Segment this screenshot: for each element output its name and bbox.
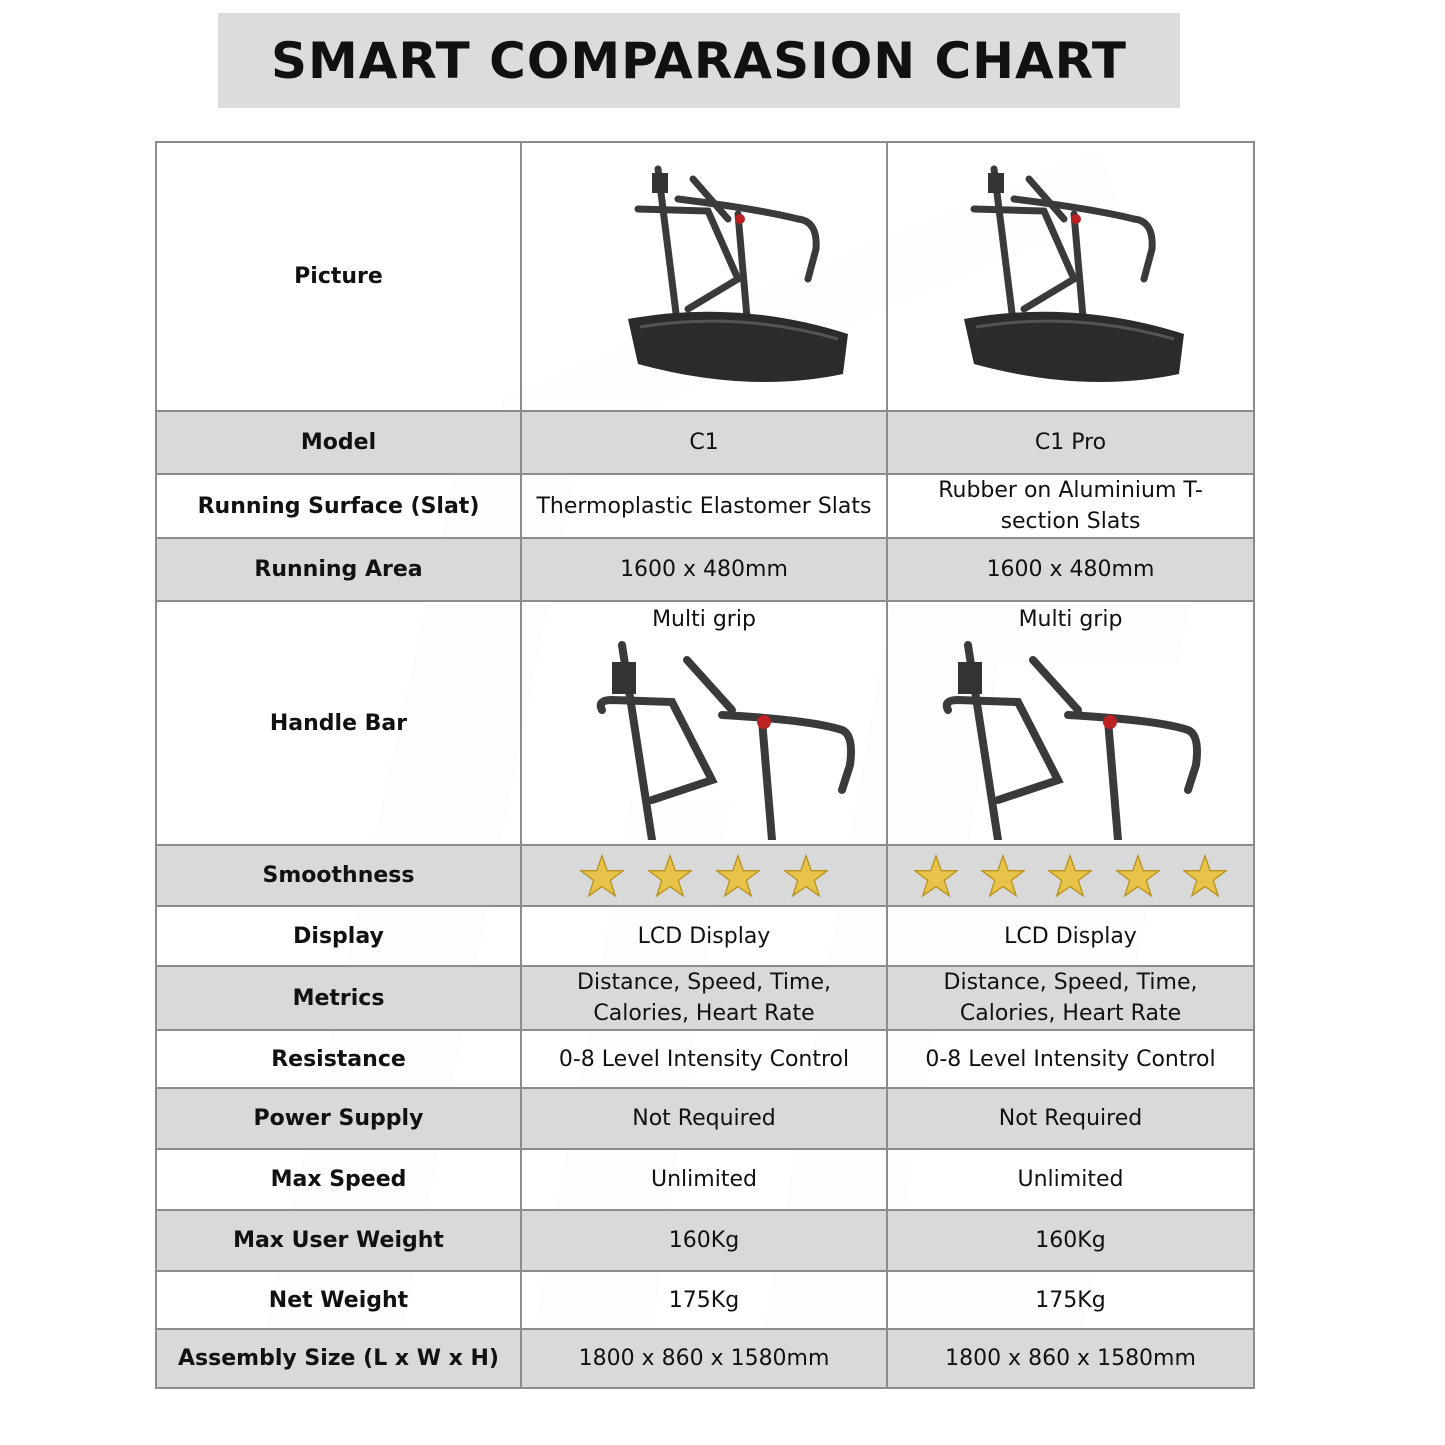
- star-icon: [716, 854, 760, 898]
- c1-display: LCD Display: [521, 906, 887, 966]
- row-area: [156, 538, 1254, 601]
- c1-speed: Unlimited: [521, 1149, 887, 1210]
- row-model: [156, 411, 1254, 474]
- c1pro-model: C1 Pro: [887, 411, 1254, 474]
- c1pro-handle-text: Multi grip: [1018, 607, 1123, 632]
- c1pro-speed: Unlimited: [887, 1149, 1254, 1210]
- c1pro-picture: [887, 142, 1254, 411]
- star-icon: [1116, 854, 1160, 898]
- label-area: Running Area: [156, 538, 521, 601]
- c1pro-surface: Rubber on Aluminium T-section Slats: [887, 474, 1254, 538]
- c1pro-handle: [887, 601, 1254, 845]
- label-display: Display: [156, 906, 521, 966]
- row-power: [156, 1088, 1254, 1149]
- c1-picture: [521, 142, 887, 411]
- c1pro-display: LCD Display: [887, 906, 1254, 966]
- label-surface: Running Surface (Slat): [156, 474, 521, 538]
- c1pro-net-weight: 175Kg: [887, 1271, 1254, 1329]
- row-display: [156, 906, 1254, 966]
- c1-resistance: 0-8 Level Intensity Control: [521, 1030, 887, 1088]
- row-speed: [156, 1149, 1254, 1210]
- c1-handle-text: Multi grip: [652, 607, 756, 632]
- c1pro-resistance: 0-8 Level Intensity Control: [887, 1030, 1254, 1088]
- c1-area: 1600 x 480mm: [521, 538, 887, 601]
- c1-model: C1: [521, 411, 887, 474]
- c1-user-weight: 160Kg: [521, 1210, 887, 1271]
- label-handle: Handle Bar: [156, 601, 521, 845]
- label-model: Model: [156, 411, 521, 474]
- c1-net-weight: 175Kg: [521, 1271, 887, 1329]
- c1-surface: Thermoplastic Elastomer Slats: [521, 474, 887, 538]
- label-metrics: Metrics: [156, 966, 521, 1030]
- c1pro-metrics: Distance, Speed, Time, Calories, Heart Rate: [887, 966, 1254, 1030]
- row-resistance: [156, 1030, 1254, 1088]
- page-title: SMART COMPARASION CHART: [270, 31, 1128, 90]
- star-icon: [914, 854, 958, 898]
- c1pro-power: Not Required: [887, 1088, 1254, 1149]
- row-user-weight: [156, 1210, 1254, 1271]
- c1pro-assembly: 1800 x 860 x 1580mm: [887, 1329, 1254, 1388]
- row-assembly: [156, 1329, 1254, 1388]
- c1pro-star-rating: [894, 854, 1247, 898]
- star-icon: [1183, 854, 1227, 898]
- c1-assembly: 1800 x 860 x 1580mm: [521, 1329, 887, 1388]
- c1pro-smoothness: [887, 845, 1254, 906]
- label-power: Power Supply: [156, 1088, 521, 1149]
- row-picture: [156, 142, 1254, 411]
- label-assembly: Assembly Size (L x W x H): [156, 1329, 521, 1388]
- star-icon: [1048, 854, 1092, 898]
- star-icon: [784, 854, 828, 898]
- handlebar-image: [938, 640, 1208, 840]
- c1-metrics: Distance, Speed, Time, Calories, Heart Rate: [521, 966, 887, 1030]
- label-net-weight: Net Weight: [156, 1271, 521, 1329]
- c1pro-area: 1600 x 480mm: [887, 538, 1254, 601]
- title-banner: [218, 13, 1180, 108]
- treadmill-image: [954, 159, 1204, 399]
- star-icon: [981, 854, 1025, 898]
- star-icon: [580, 854, 624, 898]
- label-speed: Max Speed: [156, 1149, 521, 1210]
- c1-handle: [521, 601, 887, 845]
- row-handle: [156, 601, 1254, 845]
- row-smoothness: [156, 845, 1254, 906]
- row-surface: [156, 474, 1254, 538]
- row-metrics: [156, 966, 1254, 1030]
- row-net-weight: [156, 1271, 1254, 1329]
- treadmill-image: [618, 159, 868, 399]
- c1pro-user-weight: 160Kg: [887, 1210, 1254, 1271]
- handlebar-image: [592, 640, 862, 840]
- comparison-table: [155, 141, 1255, 1389]
- c1-star-rating: [528, 854, 880, 898]
- label-resistance: Resistance: [156, 1030, 521, 1088]
- label-smoothness: Smoothness: [156, 845, 521, 906]
- c1-power: Not Required: [521, 1088, 887, 1149]
- c1-smoothness: [521, 845, 887, 906]
- label-picture: Picture: [156, 142, 521, 411]
- star-icon: [648, 854, 692, 898]
- label-user-weight: Max User Weight: [156, 1210, 521, 1271]
